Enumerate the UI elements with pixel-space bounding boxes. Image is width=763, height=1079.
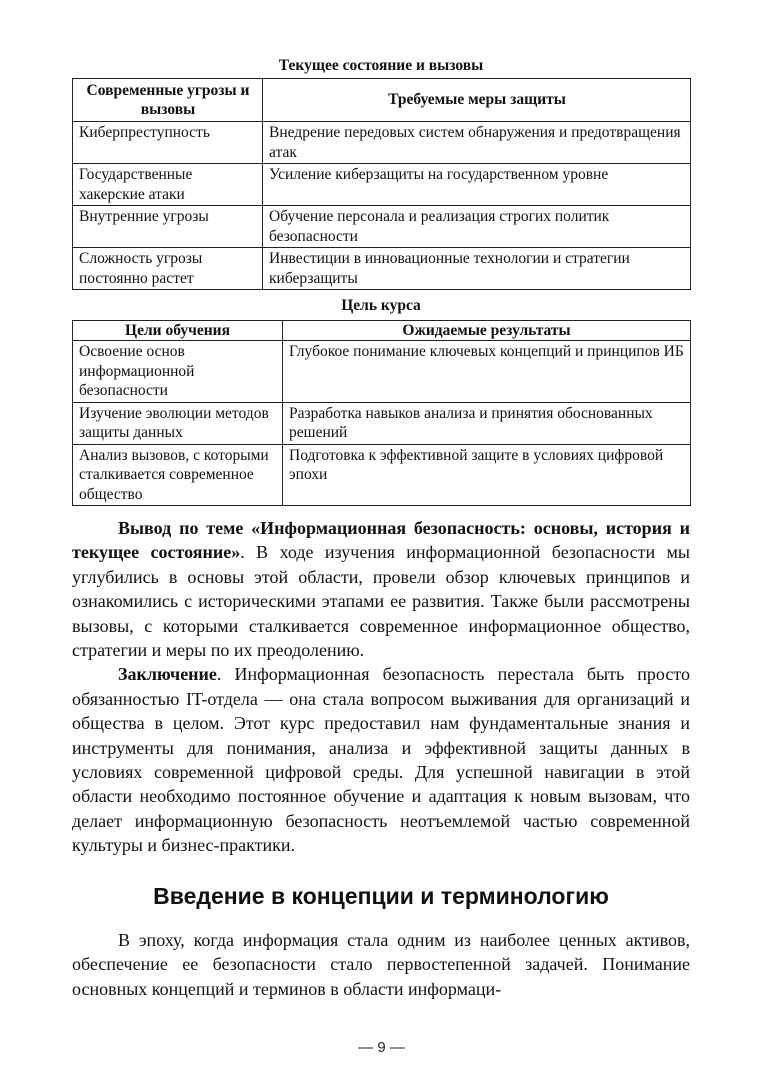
result-cell: Разработка навыков анализа и принятия обоснованных решений bbox=[283, 402, 691, 444]
chapter-title: Введение в концепции и терминологию bbox=[153, 882, 609, 909]
conclusion-paragraph bbox=[72, 662, 690, 857]
threat-cell: Внутренние угрозы bbox=[73, 206, 263, 248]
goal-cell: Изучение эволюции методов защиты данных bbox=[73, 402, 283, 444]
course-goals-table bbox=[72, 320, 691, 506]
table-row bbox=[73, 248, 691, 290]
measure-cell: Инвестиции в инновационные технологии и стратегии киберзащиты bbox=[263, 248, 691, 290]
table-row bbox=[73, 444, 691, 506]
table-row bbox=[73, 341, 691, 403]
table-caption-goals: Цель курса bbox=[341, 297, 421, 314]
measure-cell: Усиление киберзащиты на государственном уровне bbox=[263, 164, 691, 206]
table-row bbox=[73, 206, 691, 248]
table-header-row bbox=[73, 79, 691, 122]
result-cell: Глубокое понимание ключевых концепций и принципов ИБ bbox=[283, 341, 691, 403]
conclusion-lead: Заключение bbox=[118, 664, 217, 685]
conclusion-body: . Информационная безопасность перестала быть просто обязанностью IT-отдела — она стала вопросом выживания для организаций и общества в целом. Этот курс предоставил нам фундаментальные знания и инструменты для понимания, анализа и эффективной защиты данных в условиях современной цифровой среды. Для успешной навигации в этой области необходимо постоянное обучение и адаптация к новым вызовам, что делает информационную безопасность неотъемлемой частью современной культуры и бизнес-практики. bbox=[72, 664, 690, 856]
page-content bbox=[72, 0, 690, 1001]
page-number: — 9 — bbox=[358, 1039, 405, 1056]
goal-cell: Анализ вызовов, с которыми сталкивается современное общество bbox=[73, 444, 283, 506]
topic-conclusion-lead: Вывод по теме «Информационная безопасность: основы, история и текущее состояние» bbox=[72, 518, 690, 563]
table-header-row bbox=[73, 321, 691, 341]
column-header: Ожидаемые результаты bbox=[283, 321, 691, 341]
result-cell: Подготовка к эффективной защите в условиях цифровой эпохи bbox=[283, 444, 691, 506]
table-row bbox=[73, 122, 691, 164]
topic-conclusion-paragraph bbox=[72, 516, 690, 662]
table-caption-threats: Текущее состояние и вызовы bbox=[278, 57, 484, 74]
column-header: Цели обучения bbox=[73, 321, 283, 341]
column-header: Современные угрозы и вызовы bbox=[73, 79, 263, 122]
threat-cell: Сложность угрозы постоянно растет bbox=[73, 248, 263, 290]
column-header: Требуемые меры защиты bbox=[263, 79, 691, 122]
goal-cell: Освоение основ информационной безопасности bbox=[73, 341, 283, 403]
threats-table bbox=[72, 78, 691, 290]
measure-cell: Внедрение передовых систем обнаружения и предотвращения атак bbox=[263, 122, 691, 164]
table-row bbox=[73, 164, 691, 206]
threat-cell: Киберпреступность bbox=[73, 122, 263, 164]
chapter-intro-paragraph: В эпоху, когда информация стала одним из наиболее ценных активов, обеспечение ее безопасности стало первостепенной задачей. Понимание основных концепций и терминов в области информаци- bbox=[72, 929, 690, 999]
threat-cell: Государственные хакерские атаки bbox=[73, 164, 263, 206]
topic-conclusion-body: . В ходе изучения информационной безопасности мы углубились в основы этой области, провели обзор ключевых принципов и ознакомились с историческими этапами ее развития. Также были рассмотрены вызовы, с которыми сталкивается современное информационное общество, стратегии и меры по их преодолению. bbox=[72, 542, 690, 661]
table-row bbox=[73, 402, 691, 444]
measure-cell: Обучение персонала и реализация строгих политик безопасности bbox=[263, 206, 691, 248]
